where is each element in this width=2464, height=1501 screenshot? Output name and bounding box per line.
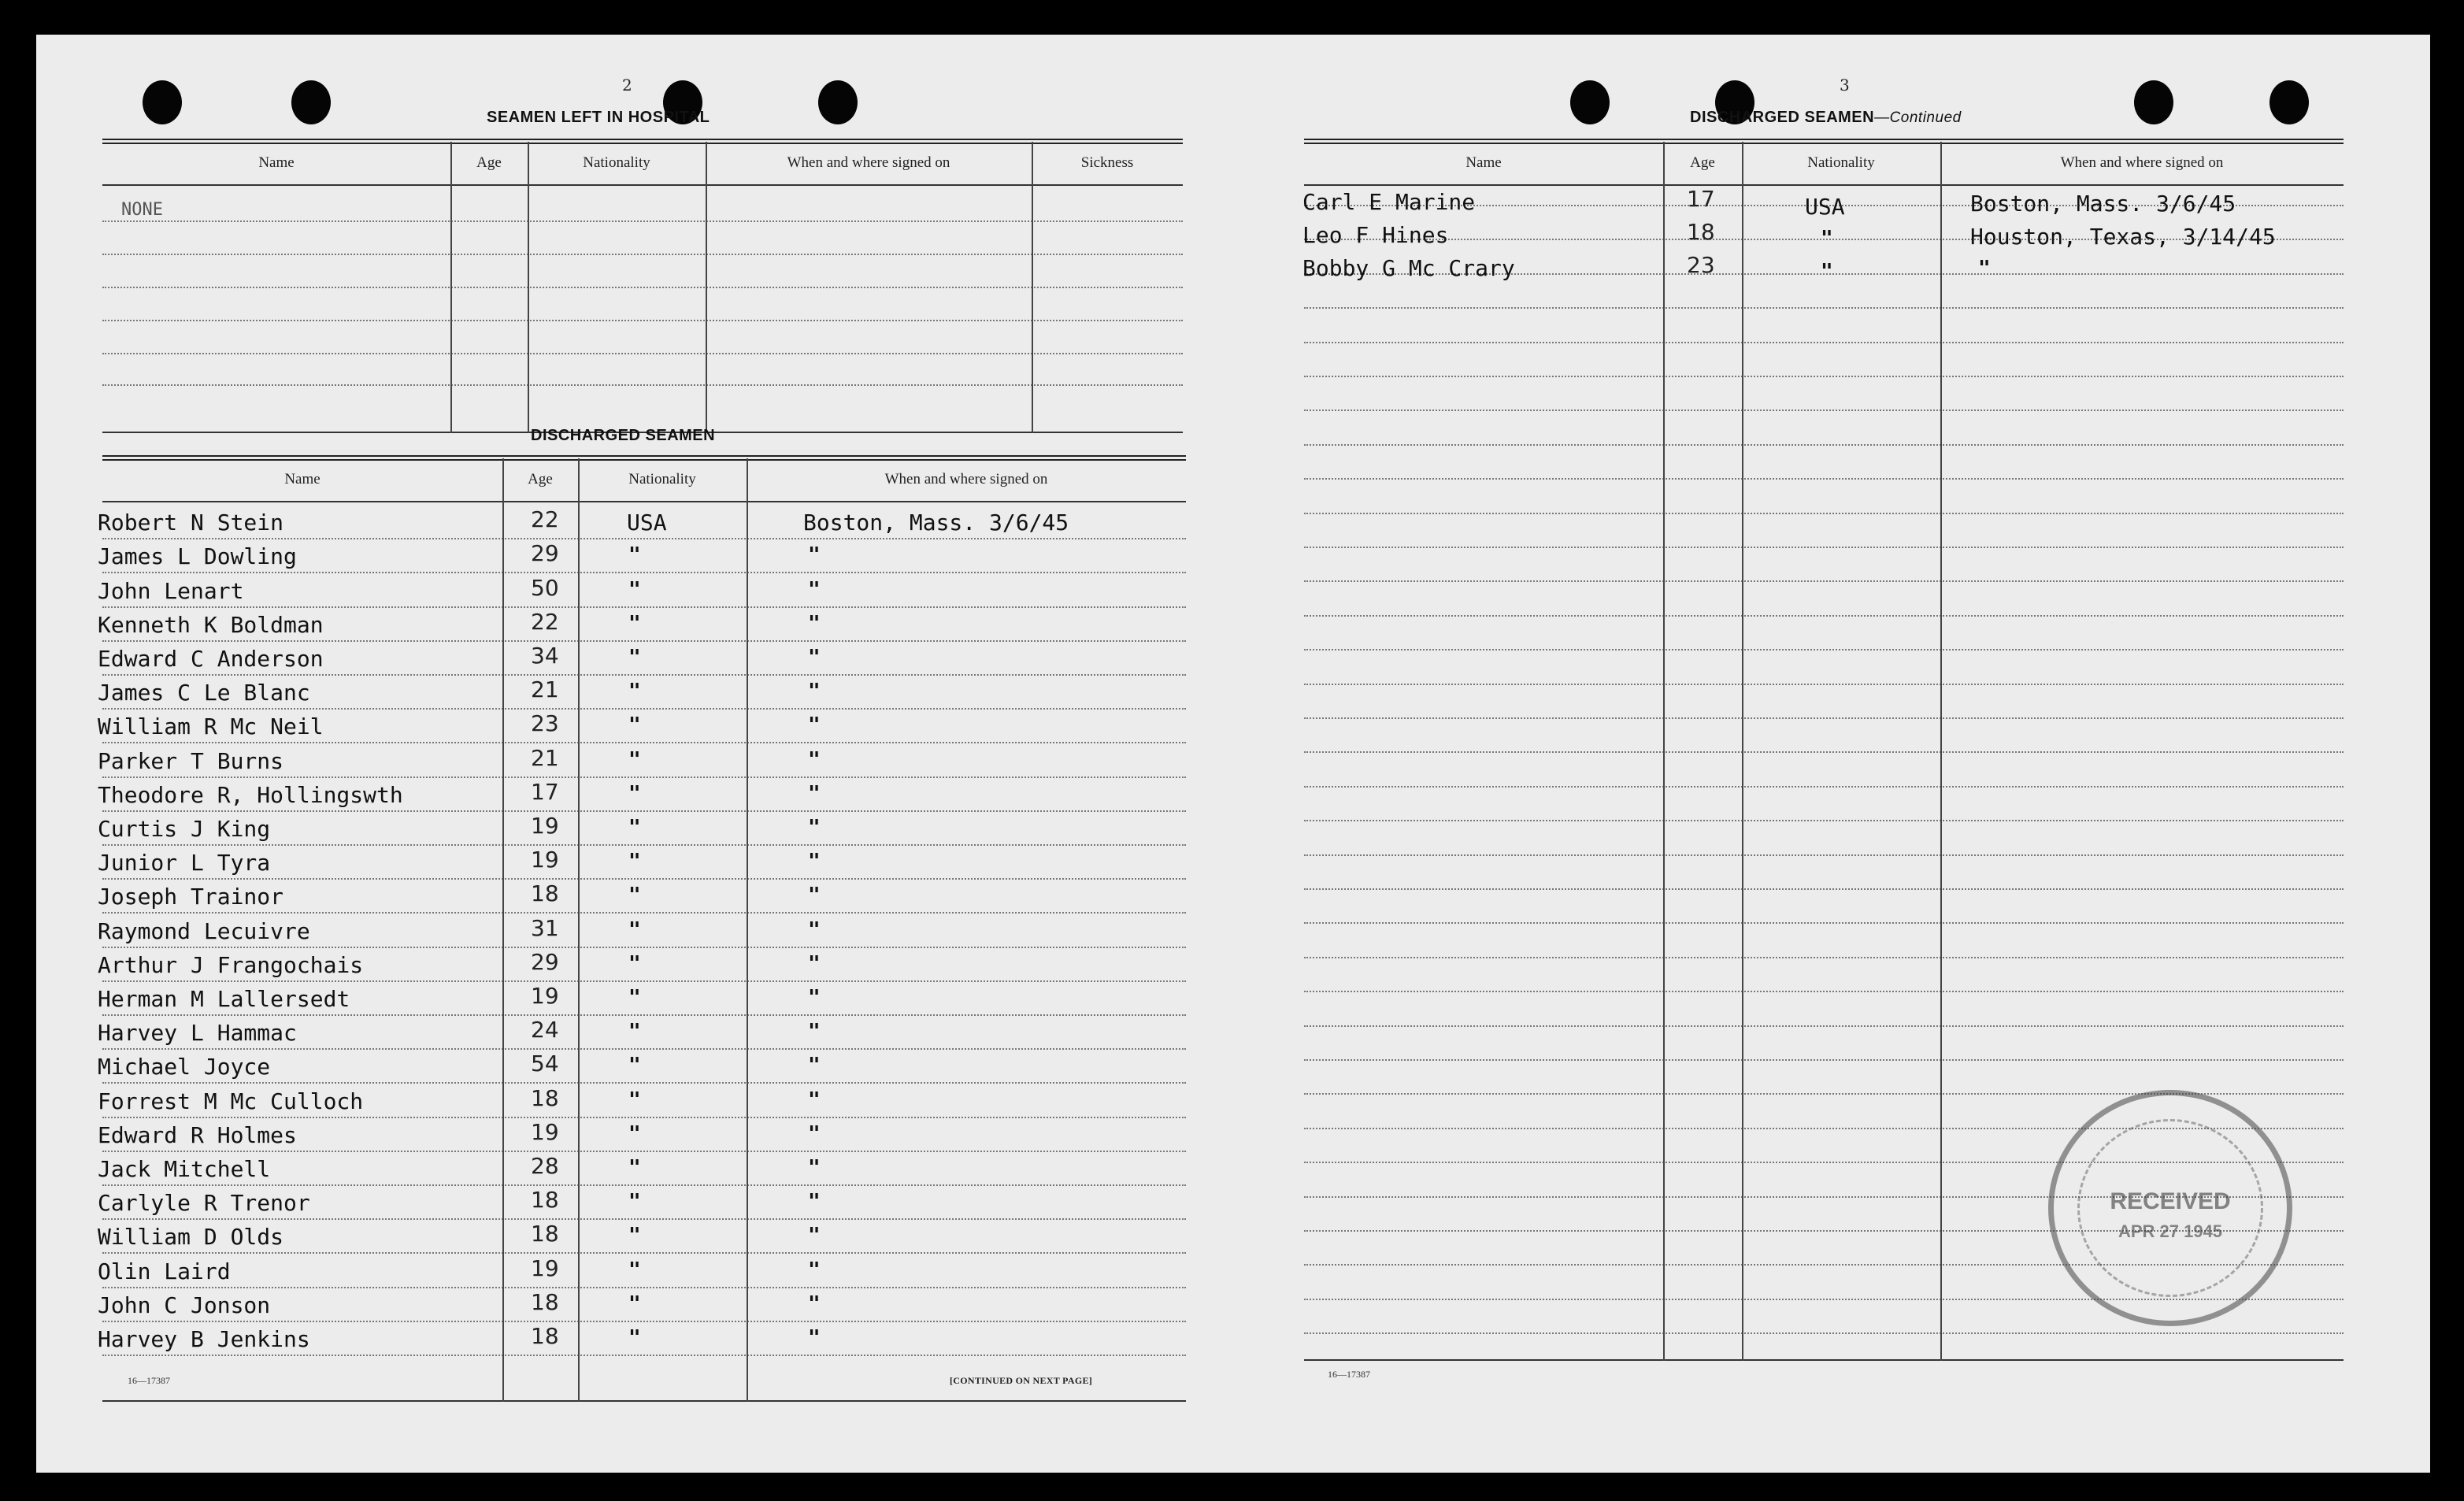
- title-text: DISCHARGED SEAMEN: [1690, 109, 1875, 126]
- row-rule: [102, 538, 1186, 539]
- document-sheet: [36, 35, 2430, 1473]
- column-header-nationality: Nationality: [1807, 154, 1875, 171]
- seaman-age: 18: [531, 1085, 559, 1111]
- seaman-age: 31: [531, 915, 559, 941]
- seaman-age: 54: [531, 1051, 559, 1077]
- seaman-signed-on: ": [808, 1292, 821, 1316]
- seaman-name: Olin Laird: [98, 1258, 231, 1284]
- left-page: [36, 35, 1241, 1473]
- row-rule: [102, 1321, 1186, 1322]
- row-rule: [102, 640, 1186, 642]
- punch-hole: [818, 80, 858, 124]
- seaman-nationality: ": [628, 578, 641, 602]
- row-rule: [102, 1252, 1186, 1254]
- seaman-name: Kenneth K Boldman: [98, 612, 324, 638]
- seaman-name: Harvey B Jenkins: [98, 1326, 310, 1352]
- discharged-section-title: DISCHARGED SEAMEN: [531, 427, 716, 444]
- seaman-signed-on: ": [808, 1122, 821, 1146]
- seaman-age: 18: [531, 880, 559, 906]
- row-rule: [102, 1355, 1186, 1356]
- seaman-age: 23: [1687, 252, 1715, 278]
- row-rule: [1304, 1025, 2344, 1027]
- row-rule: [1304, 342, 2344, 343]
- row-rule: [102, 980, 1186, 982]
- seaman-name: Robert N Stein: [98, 510, 284, 536]
- seaman-name: Edward C Anderson: [98, 646, 324, 672]
- row-rule: [1304, 684, 2344, 685]
- row-rule: [102, 1082, 1186, 1084]
- seaman-signed-on: ": [808, 1156, 821, 1180]
- seaman-signed-on: ": [808, 918, 821, 942]
- seaman-age: 29: [531, 949, 559, 975]
- seaman-signed-on: ": [808, 680, 821, 703]
- seaman-signed-on: ": [808, 782, 821, 806]
- row-rule: [1304, 957, 2344, 958]
- row-rule: [1304, 922, 2344, 924]
- row-rule: [1304, 580, 2344, 582]
- seaman-signed-on: ": [808, 543, 821, 567]
- seaman-age: 19: [531, 983, 559, 1009]
- column-header-name: Name: [284, 471, 321, 487]
- row-rule: [1304, 820, 2344, 821]
- seaman-name: Raymond Lecuivre: [98, 918, 310, 944]
- seaman-name: John C Jonson: [98, 1292, 271, 1318]
- seaman-nationality: ": [628, 612, 641, 636]
- column-header-age: Age: [1690, 154, 1715, 171]
- seaman-nationality: ": [628, 543, 641, 567]
- seaman-nationality: ": [1821, 227, 1833, 250]
- row-rule: [1304, 717, 2344, 719]
- seaman-age: 21: [531, 676, 559, 702]
- column-header-signed-on: When and where signed on: [2060, 154, 2224, 171]
- row-rule: [1304, 1059, 2344, 1061]
- seaman-age: 18: [1687, 219, 1715, 245]
- punch-hole: [291, 80, 331, 124]
- seaman-signed-on: ": [1978, 257, 1991, 280]
- seaman-nationality: ": [628, 1054, 641, 1077]
- column-header-age: Age: [476, 154, 502, 171]
- seaman-name: Herman M Lallersedt: [98, 986, 350, 1012]
- row-rule: [1304, 547, 2344, 548]
- punch-hole: [1570, 80, 1610, 124]
- row-rule: [102, 674, 1186, 676]
- row-rule: [102, 878, 1186, 880]
- seaman-age: 22: [531, 506, 559, 532]
- hospital-table: [102, 139, 1183, 441]
- seaman-age: 19: [531, 847, 559, 873]
- seaman-name: Joseph Trainor: [98, 884, 284, 910]
- seaman-signed-on: Boston, Mass. 3/6/45: [803, 510, 1069, 536]
- column-header-signed-on: When and where signed on: [787, 154, 950, 171]
- continued-note: [CONTINUED ON NEXT PAGE]: [950, 1375, 1093, 1386]
- seaman-nationality: ": [628, 884, 641, 907]
- column-header-nationality: Nationality: [583, 154, 650, 171]
- seaman-nationality: ": [628, 1020, 641, 1043]
- seaman-age: 19: [531, 813, 559, 839]
- row-rule: [1304, 410, 2344, 411]
- seaman-age: 19: [531, 1119, 559, 1145]
- seaman-nationality: ": [628, 748, 641, 772]
- form-number: 16—17387: [1328, 1369, 1370, 1380]
- seaman-nationality: ": [628, 1292, 641, 1316]
- seaman-age: 18: [531, 1289, 559, 1315]
- seaman-name: Forrest M Mc Culloch: [98, 1088, 364, 1114]
- column-header-name: Name: [1465, 154, 1502, 171]
- seaman-signed-on: ": [808, 1258, 821, 1282]
- row-rule: [1304, 478, 2344, 480]
- row-rule: [102, 1117, 1186, 1118]
- seaman-nationality: ": [628, 782, 641, 806]
- seaman-name: Parker T Burns: [98, 748, 284, 774]
- row-rule: [102, 810, 1186, 812]
- seaman-nationality: ": [628, 816, 641, 839]
- row-rule: [102, 1287, 1186, 1288]
- row-rule: [1304, 649, 2344, 650]
- seaman-name: Bobby G Mc Crary: [1302, 255, 1515, 281]
- seaman-name: William R Mc Neil: [98, 713, 324, 739]
- row-rule: [1304, 888, 2344, 890]
- seaman-signed-on: ": [808, 1326, 821, 1350]
- row-rule: [102, 742, 1186, 743]
- seaman-name: Curtis J King: [98, 816, 271, 842]
- seaman-nationality: ": [628, 1156, 641, 1180]
- received-stamp: [2048, 1090, 2292, 1326]
- row-rule: [102, 947, 1186, 948]
- seaman-nationality: ": [628, 1258, 641, 1282]
- seaman-age: 22: [531, 609, 559, 635]
- seaman-age: 17: [1687, 186, 1715, 212]
- seaman-nationality: ": [628, 986, 641, 1010]
- seaman-age: 21: [531, 745, 559, 771]
- seaman-name: Carlyle R Trenor: [98, 1190, 310, 1216]
- seaman-signed-on: ": [808, 1088, 821, 1112]
- title-suffix: —Continued: [1874, 109, 1962, 126]
- seaman-signed-on: ": [808, 646, 821, 669]
- seaman-signed-on: ": [808, 952, 821, 976]
- seaman-signed-on: ": [808, 850, 821, 873]
- row-rule: [102, 844, 1186, 846]
- row-rule: [102, 1048, 1186, 1050]
- seaman-nationality: ": [1821, 260, 1833, 284]
- seaman-signed-on: ": [808, 1190, 821, 1214]
- seaman-nationality: ": [628, 713, 641, 737]
- seaman-name: Junior L Tyra: [98, 850, 271, 876]
- seaman-signed-on: ": [808, 1224, 821, 1247]
- row-rule: [102, 1151, 1186, 1152]
- seaman-signed-on: ": [808, 612, 821, 636]
- row-rule: [102, 572, 1186, 573]
- seaman-age: 24: [531, 1017, 559, 1043]
- seaman-signed-on: ": [808, 748, 821, 772]
- seaman-age: 50: [531, 575, 559, 601]
- seaman-name: James C Le Blanc: [98, 680, 310, 706]
- seaman-nationality: ": [628, 1326, 641, 1350]
- seaman-nationality: ": [628, 1122, 641, 1146]
- seaman-name: Michael Joyce: [98, 1054, 271, 1080]
- seaman-nationality: ": [628, 1190, 641, 1214]
- seaman-signed-on: Boston, Mass. 3/6/45: [1970, 191, 2236, 217]
- column-header-signed-on: When and where signed on: [884, 471, 1048, 487]
- seaman-nationality: ": [628, 646, 641, 669]
- row-rule: [1304, 615, 2344, 617]
- seaman-name: Theodore R, Hollingswth: [98, 782, 403, 808]
- discharged-table-left: [98, 455, 1186, 1408]
- seaman-name: William D Olds: [98, 1224, 284, 1250]
- page-number: 3: [1840, 76, 1850, 95]
- seaman-signed-on: Houston, Texas, 3/14/45: [1970, 224, 2276, 250]
- hospital-section-title: SEAMEN LEFT IN HOSPITAL: [487, 109, 710, 126]
- seaman-nationality: ": [628, 1088, 641, 1112]
- seaman-name: Jack Mitchell: [98, 1156, 271, 1182]
- discharged-continued-title: [1690, 109, 1962, 127]
- form-number: 16—17387: [128, 1375, 170, 1386]
- seaman-nationality: ": [628, 850, 641, 873]
- seaman-nationality: ": [628, 680, 641, 703]
- column-header-sickness: Sickness: [1080, 154, 1134, 171]
- row-rule: [102, 776, 1186, 778]
- row-rule: [102, 1218, 1186, 1220]
- row-rule: [1304, 376, 2344, 377]
- seaman-signed-on: ": [808, 1020, 821, 1043]
- row-rule: [1304, 513, 2344, 514]
- seaman-nationality: ": [628, 1224, 641, 1247]
- row-rule: [102, 606, 1186, 608]
- punch-hole: [2134, 80, 2173, 124]
- seaman-name: James L Dowling: [98, 543, 297, 569]
- seaman-age: 29: [531, 540, 559, 566]
- seaman-age: 18: [531, 1323, 559, 1349]
- seaman-age: 17: [531, 779, 559, 805]
- row-rule: [102, 1014, 1186, 1016]
- row-rule: [1304, 444, 2344, 446]
- seaman-signed-on: ": [808, 884, 821, 907]
- seaman-nationality: ": [628, 918, 641, 942]
- row-rule: [1304, 786, 2344, 788]
- row-rule: [1304, 854, 2344, 856]
- row-rule: [102, 708, 1186, 710]
- seaman-name: Harvey L Hammac: [98, 1020, 297, 1046]
- column-header-name: Name: [258, 154, 295, 171]
- stamp-date-text: APR 27 1945: [2118, 1221, 2223, 1241]
- seaman-signed-on: ": [808, 816, 821, 839]
- column-header-nationality: Nationality: [628, 471, 696, 487]
- seaman-age: 23: [531, 710, 559, 736]
- seaman-age: 18: [531, 1221, 559, 1247]
- seaman-name: Leo F Hines: [1302, 222, 1449, 248]
- seaman-signed-on: ": [808, 1054, 821, 1077]
- seaman-signed-on: ": [808, 578, 821, 602]
- row-rule: [1304, 307, 2344, 309]
- seaman-age: 19: [531, 1255, 559, 1281]
- seaman-nationality: USA: [1805, 194, 1845, 220]
- stamp-received-text: RECEIVED: [2110, 1188, 2231, 1214]
- seaman-signed-on: ": [808, 713, 821, 737]
- seaman-name: Arthur J Frangochais: [98, 952, 364, 978]
- seaman-name: John Lenart: [98, 578, 244, 604]
- seaman-age: 18: [531, 1187, 559, 1213]
- row-rule: [1304, 1332, 2344, 1334]
- seaman-nationality: ": [628, 952, 641, 976]
- punch-hole: [143, 80, 182, 124]
- column-header-age: Age: [528, 471, 553, 487]
- seaman-age: 34: [531, 643, 559, 669]
- seaman-age: 28: [531, 1153, 559, 1179]
- row-rule: [102, 1184, 1186, 1186]
- hospital-entry-none: NONE: [121, 200, 163, 220]
- seaman-signed-on: ": [808, 986, 821, 1010]
- row-rule: [1304, 751, 2344, 753]
- seaman-name: Carl E Marine: [1302, 189, 1476, 215]
- row-rule: [102, 912, 1186, 914]
- seaman-nationality: USA: [627, 510, 667, 536]
- punch-hole: [2269, 80, 2309, 124]
- seaman-name: Edward R Holmes: [98, 1122, 297, 1148]
- page-number: 2: [622, 76, 632, 95]
- row-rule: [1304, 991, 2344, 992]
